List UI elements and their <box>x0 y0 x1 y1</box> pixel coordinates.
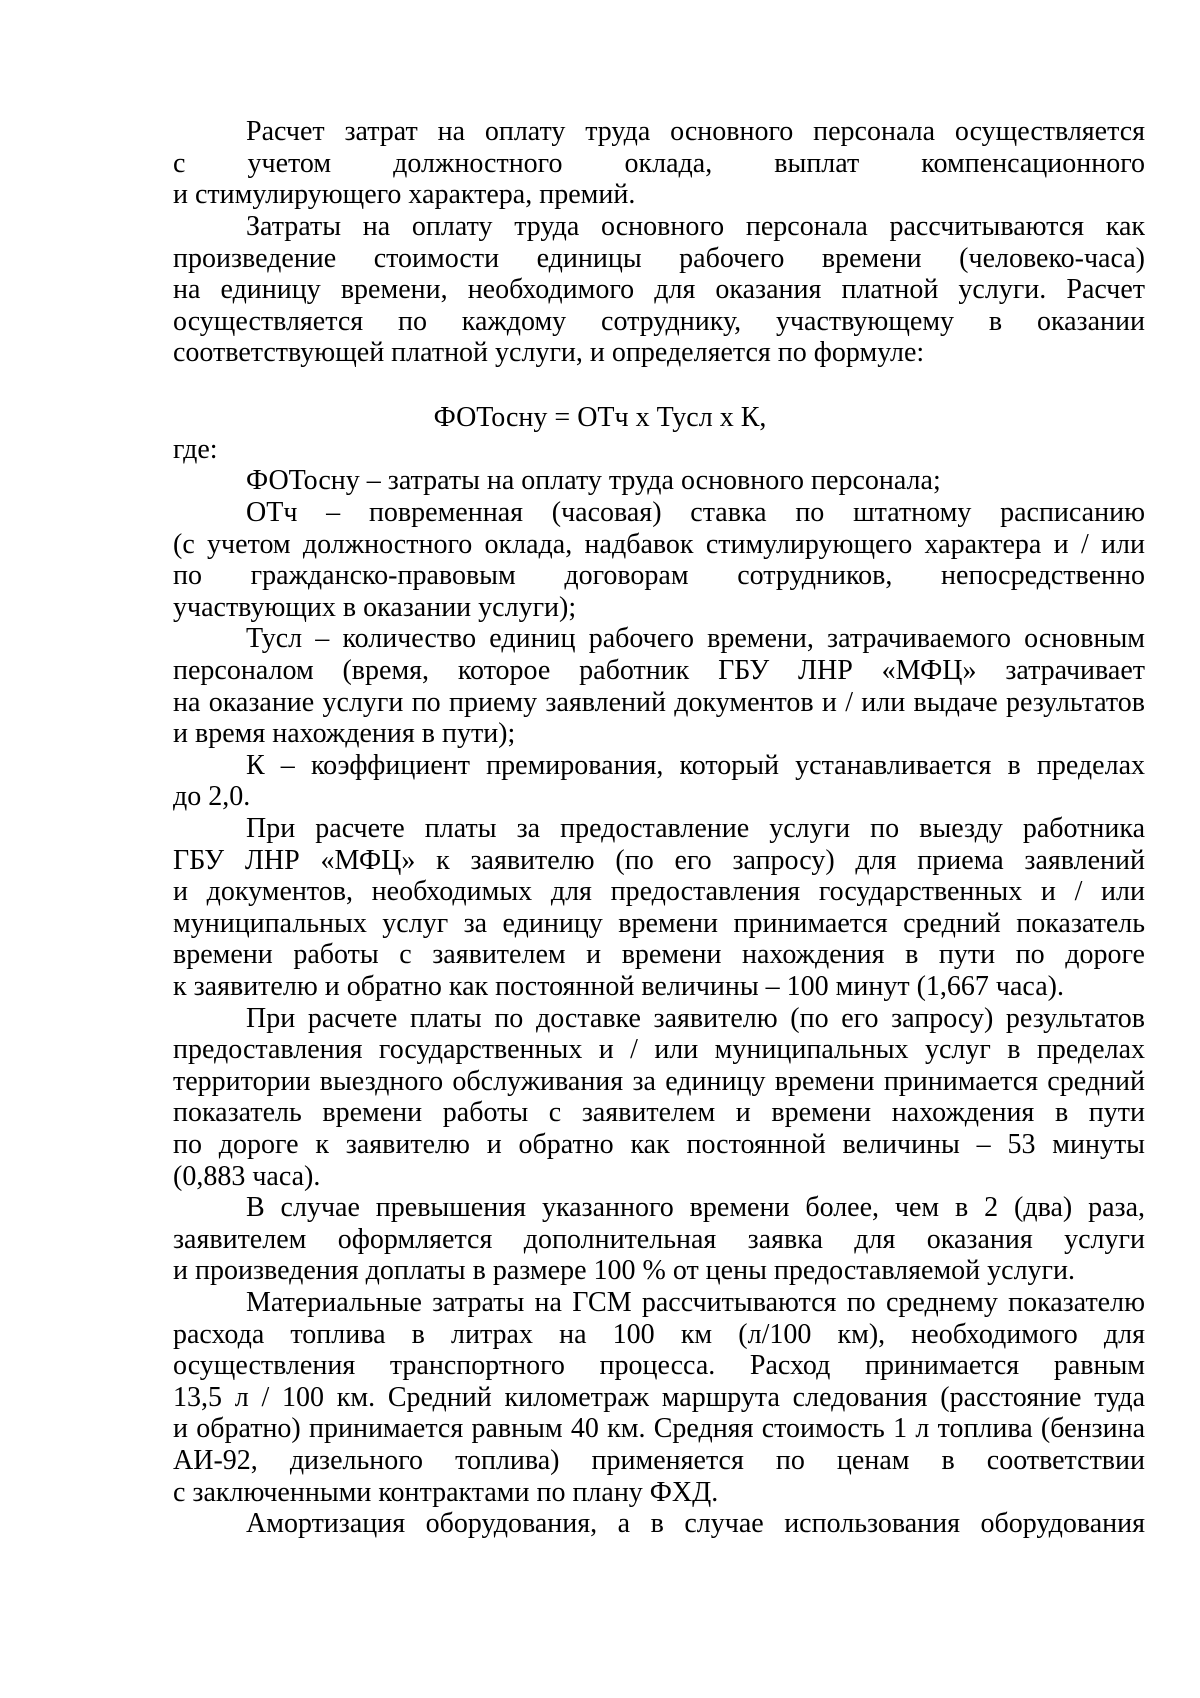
text-line: При расчете платы за предоставление услуги по выезду работника <box>246 813 1145 844</box>
text-line: В случае превышения указанного времени более, чем в 2 (два) раза, <box>246 1192 1145 1223</box>
text-line: Тусл – количество единиц рабочего времени, затрачиваемого основным <box>246 623 1145 654</box>
text-line: Материальные затраты на ГСМ рассчитываются по среднему показателю <box>246 1287 1145 1318</box>
text-line: предоставления государственных и / или муниципальных услуг в пределах <box>173 1034 1145 1065</box>
text-line: с заключенными контрактами по плану ФХД. <box>173 1477 719 1508</box>
text-line: К – коэффициент премирования, который устанавливается в пределах <box>246 750 1145 781</box>
formula: ФОТосну = ОТч х Тусл х К, <box>433 402 767 433</box>
text-line: АИ-92, дизельного топлива) применяется по ценам в соответствии <box>173 1445 1145 1476</box>
text-line: (0,883 часа). <box>173 1161 321 1192</box>
text-line: и документов, необходимых для предоставления государственных и / или <box>173 876 1145 907</box>
text-line: ОТч – повременная (часовая) ставка по штатному расписанию <box>246 497 1145 528</box>
text-line: (с учетом должностного оклада, надбавок стимулирующего характера и / или <box>173 529 1145 560</box>
text-line: расхода топлива в литрах на 100 км (л/100 км), необходимого для <box>173 1319 1145 1350</box>
text-line: на оказание услуги по приему заявлений документов и / или выдаче результатов <box>173 687 1145 718</box>
text-line: и стимулирующего характера, премий. <box>173 179 636 210</box>
text-line: соответствующей платной услуги, и определяется по формуле: <box>173 337 925 368</box>
text-line: и время нахождения в пути); <box>173 718 516 749</box>
text-line: где: <box>173 434 218 465</box>
text-line: участвующих в оказании услуги); <box>173 592 577 623</box>
text-line: персоналом (время, которое работник ГБУ ЛНР «МФЦ» затрачивает <box>173 655 1145 686</box>
text-line: ФОТосну – затраты на оплату труда основного персонала; <box>246 465 941 496</box>
text-line: с учетом должностного оклада, выплат компенсационного <box>173 148 1145 179</box>
text-line: времени работы с заявителем и времени нахождения в пути по дороге <box>173 939 1145 970</box>
text-line: территории выездного обслуживания за единицу времени принимается средний <box>173 1066 1145 1097</box>
text-line: показатель времени работы с заявителем и времени нахождения в пути <box>173 1097 1145 1128</box>
text-line: ГБУ ЛНР «МФЦ» к заявителю (по его запросу) для приема заявлений <box>173 845 1145 876</box>
text-line: по дороге к заявителю и обратно как постоянной величины – 53 минуты <box>173 1129 1145 1160</box>
text-line: к заявителю и обратно как постоянной величины – 100 минут (1,667 часа). <box>173 971 1064 1002</box>
text-line: При расчете платы по доставке заявителю (по его запросу) результатов <box>246 1003 1145 1034</box>
text-line: до 2,0. <box>173 781 251 812</box>
text-line: Амортизация оборудования, а в случае использования оборудования <box>246 1508 1145 1539</box>
text-line: Затраты на оплату труда основного персонала рассчитываются как <box>246 211 1145 242</box>
text-line: осуществляется по каждому сотруднику, участвующему в оказании <box>173 306 1145 337</box>
text-line: на единицу времени, необходимого для оказания платной услуги. Расчет <box>173 274 1145 305</box>
text-line: заявителем оформляется дополнительная заявка для оказания услуги <box>173 1224 1145 1255</box>
text-line: по гражданско-правовым договорам сотрудников, непосредственно <box>173 560 1145 591</box>
text-line: произведение стоимости единицы рабочего времени (человеко-часа) <box>173 243 1145 274</box>
text-line: осуществления транспортного процесса. Расход принимается равным <box>173 1350 1145 1381</box>
text-line: 13,5 л / 100 км. Средний километраж маршрута следования (расстояние туда <box>173 1382 1145 1413</box>
text-line: муниципальных услуг за единицу времени принимается средний показатель <box>173 908 1145 939</box>
text-line: Расчет затрат на оплату труда основного персонала осуществляется <box>246 116 1145 147</box>
text-line: и произведения доплаты в размере 100 % от цены предоставляемой услуги. <box>173 1255 1076 1286</box>
text-line: и обратно) принимается равным 40 км. Средняя стоимость 1 л топлива (бензина <box>173 1413 1145 1444</box>
